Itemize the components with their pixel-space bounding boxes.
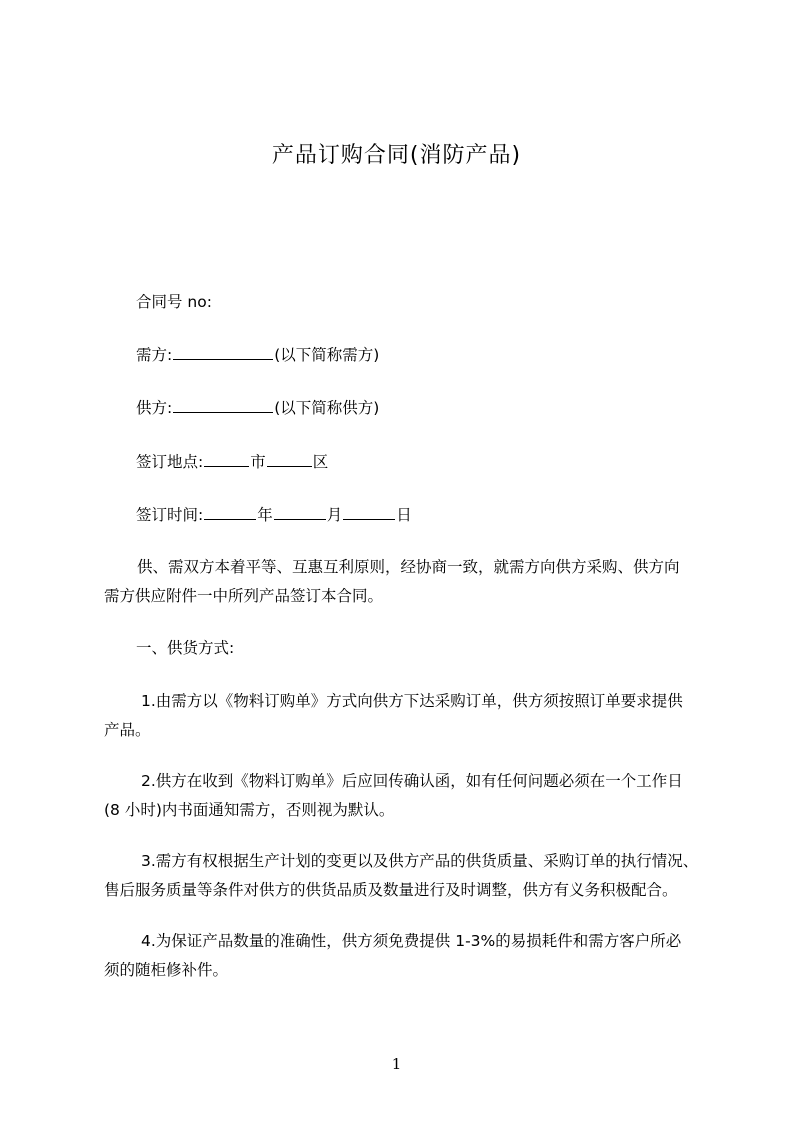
document-title: 产品订购合同(消防产品) <box>271 143 522 168</box>
seller-label: 供方: <box>136 399 173 417</box>
time-month: 月 <box>326 506 343 524</box>
time-year: 年 <box>257 506 273 524</box>
section1-heading: 一、供货方式: <box>136 639 235 657</box>
place-line <box>136 451 328 472</box>
item-1-line-2: 产品。 <box>104 721 151 739</box>
buyer-suffix: (以下简称需方) <box>274 346 380 364</box>
item-3-paragraph <box>104 851 704 900</box>
buyer-label: 需方: <box>136 346 173 364</box>
intro-line-2: 需方供应附件一中所列产品签订本合同。 <box>104 587 384 605</box>
place-city: 市 <box>250 453 266 471</box>
time-line <box>136 504 412 525</box>
buyer-line <box>136 344 379 365</box>
intro-paragraph <box>104 557 704 606</box>
buyer-blank <box>173 344 273 360</box>
page-number: 1 <box>391 1055 402 1073</box>
item-2-paragraph <box>104 771 704 820</box>
seller-line <box>136 397 379 418</box>
place-district: 区 <box>312 453 329 471</box>
time-year-blank <box>204 504 256 520</box>
time-day: 日 <box>396 506 412 524</box>
intro-line-1: 供、需双方本着平等、互惠互利原则，经协商一致，就需方向供方采购、供方向 <box>137 558 680 576</box>
item-3-line-2: 售后服务质量等条件对供方的供货品质及数量进行及时调整，供方有义务积极配合。 <box>104 881 678 899</box>
time-day-blank <box>343 504 395 520</box>
seller-blank <box>173 397 273 413</box>
item-3-line-1: 3.需方有权根据生产计划的变更以及供方产品的供货质量、采购订单的执行情况、 <box>141 852 699 870</box>
place-district-blank <box>267 451 312 467</box>
item-2-line-2: (8 小时)内书面通知需方，否则视为默认。 <box>104 801 395 819</box>
seller-suffix: (以下简称供方) <box>274 399 380 417</box>
item-4-line-1: 4.为保证产品数量的准确性，供方须免费提供 1-3%的易损耗件和需方客户所必 <box>141 932 682 950</box>
place-city-blank <box>204 451 249 467</box>
item-1-line-1: 1.由需方以《物料订购单》方式向供方下达采购订单，供方须按照订单要求提供 <box>141 692 683 710</box>
contract-no-label: 合同号 no: <box>136 293 212 311</box>
section-heading <box>136 638 234 658</box>
time-month-blank <box>274 504 326 520</box>
item-4-line-2: 须的随柜修补件。 <box>104 961 229 979</box>
time-label: 签订时间: <box>136 506 204 524</box>
item-1-paragraph <box>104 691 704 740</box>
item-2-line-1: 2.供方在收到《物料订购单》后应回传确认函，如有任何问题必须在一个工作日 <box>141 772 683 790</box>
place-label: 签订地点: <box>136 453 204 471</box>
item-4-paragraph <box>104 931 704 980</box>
contract-no-line <box>136 292 212 312</box>
